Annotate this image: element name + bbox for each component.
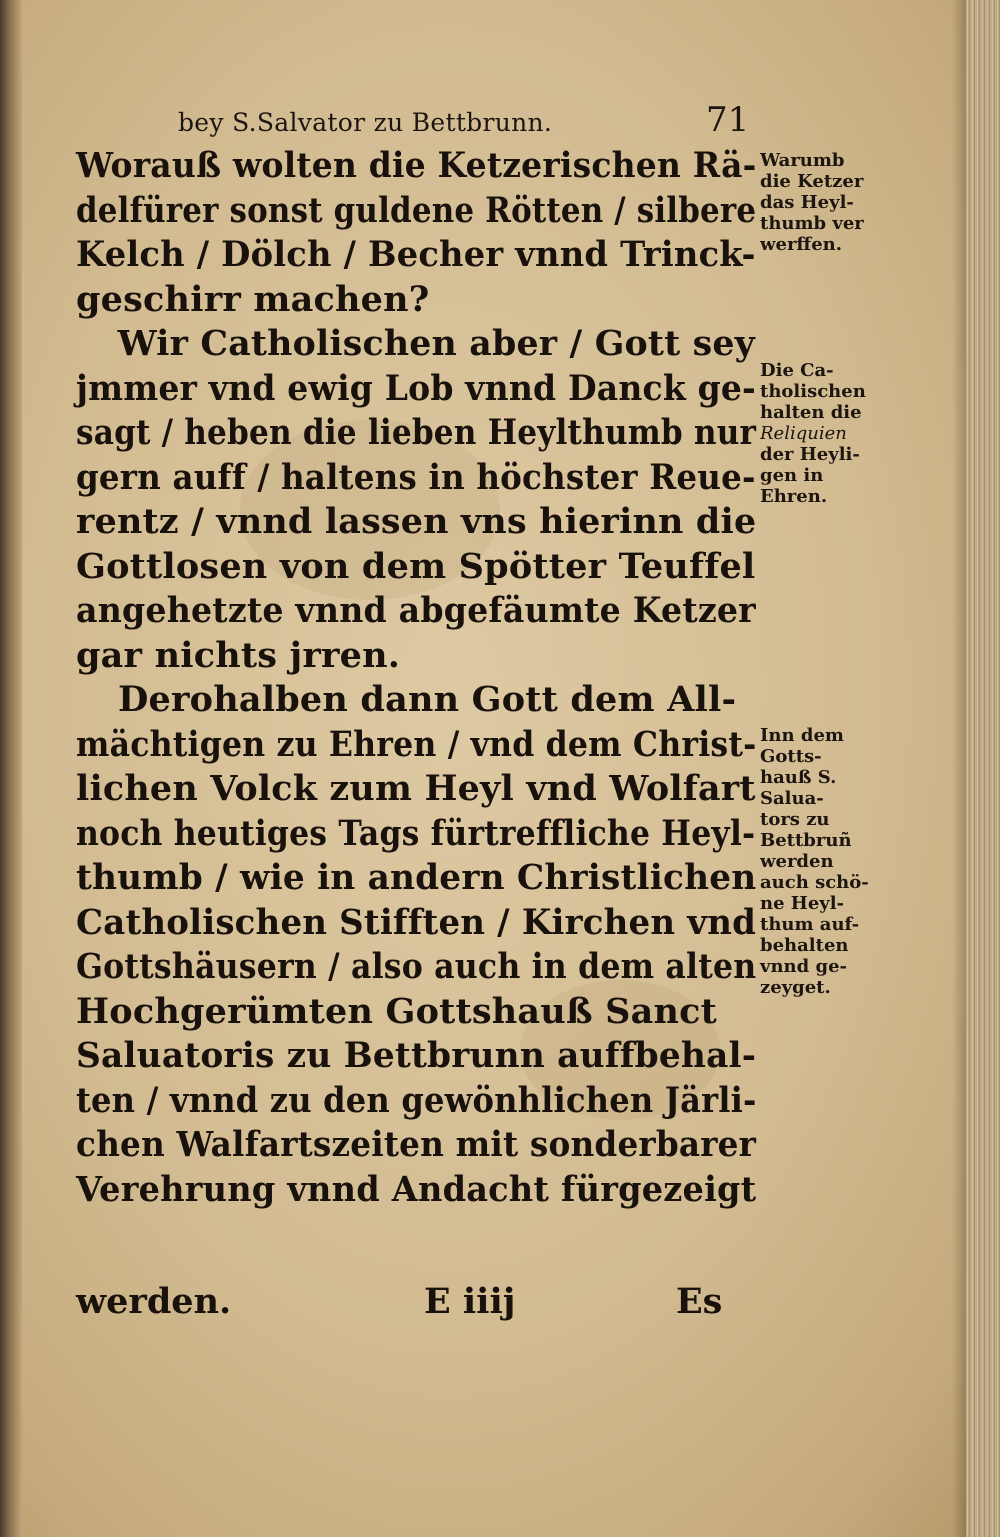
text-line: Saluatoris zu Bettbrunn auffbehal-	[76, 1035, 757, 1076]
text-line: thumb / wie in andern Christlichen	[76, 857, 757, 898]
margin-line: das Heyl-	[760, 192, 854, 213]
paragraph-start-line: Wir Catholischen aber / Gott sey	[117, 323, 756, 364]
page-number: 71	[706, 100, 750, 140]
paragraph-start-line: Derohalben dann Gott dem All-	[118, 679, 737, 720]
running-head: bey S.Salvator zu Bettbrunn.	[178, 108, 553, 137]
page-fore-edge	[966, 0, 1000, 1537]
text-line: Worauß wolten die Ketzerischen Rä-	[76, 145, 757, 186]
text-line: sagt / heben die lieben Heylthumb nur	[76, 412, 757, 453]
margin-line: hauß S.	[760, 767, 837, 788]
text-line: Hochgerümten Gottshauß Sanct	[76, 990, 718, 1032]
margin-line: Ehren.	[760, 486, 828, 507]
margin-line: die Ketzer	[760, 171, 864, 192]
text-line: Gottlosen von dem Spötter Teuffel	[76, 545, 756, 587]
margin-line: tors zu	[760, 809, 830, 830]
margin-line: gen in	[760, 465, 824, 486]
margin-line: werffen.	[760, 234, 843, 255]
margin-line: werden	[760, 851, 834, 872]
last-line-text: werden.	[76, 1281, 232, 1322]
main-text-block	[76, 144, 756, 1212]
margin-note-gottshauss	[760, 725, 910, 998]
last-line-row	[76, 1280, 756, 1324]
margin-line: tholischen	[760, 381, 866, 402]
text-line: ten / vnnd zu den gewönhlichen Järli-	[76, 1079, 757, 1121]
text-line: Catholischen Stifften / Kirchen vnd	[76, 901, 757, 943]
margin-note-catholischen	[760, 360, 910, 507]
margin-line: Bettbruñ	[760, 830, 852, 851]
margin-line: Gotts-	[760, 746, 822, 767]
text-line: angehetzte vnnd abgefäumte Ketzer	[76, 590, 756, 631]
margin-line: vnnd ge-	[760, 956, 847, 977]
margin-line: Reliquien	[760, 423, 847, 444]
text-line: rentz / vnnd lassen vns hierinn die	[76, 501, 757, 542]
margin-line: behalten	[760, 935, 849, 956]
text-line: Gottshäusern / also auch in dem alten	[76, 946, 757, 987]
text-line: geschirr machen?	[76, 278, 430, 320]
text-line: delfürer sonst guldene Rötten / silbere	[76, 189, 757, 231]
margin-line: ne Heyl-	[760, 893, 845, 914]
margin-line: Warumb	[760, 150, 845, 171]
text-line: chen Walfartszeiten mit sonderbarer	[76, 1124, 757, 1165]
page-header	[178, 100, 778, 150]
margin-line: halten die	[760, 402, 862, 423]
text-line: gar nichts jrren.	[76, 634, 401, 676]
signature-mark: E iiij	[424, 1281, 516, 1322]
text-line: mächtigen zu Ehren / vnd dem Christ-	[76, 723, 757, 765]
margin-line: Salua-	[760, 788, 824, 809]
margin-note-ketzer	[760, 150, 910, 255]
text-line: jmmer vnd ewig Lob vnnd Danck ge-	[76, 367, 756, 409]
text-line: lichen Volck zum Heyl vnd Wolfart	[76, 768, 756, 809]
margin-line: thumb ver	[760, 213, 864, 234]
text-line: Verehrung vnnd Andacht fürgezeigt	[76, 1168, 757, 1210]
text-line: Kelch / Dölch / Becher vnnd Trinck-	[76, 234, 756, 275]
margin-line: der Heyli-	[760, 444, 860, 465]
margin-line: Die Ca-	[760, 360, 834, 381]
margin-line: zeyget.	[760, 977, 831, 998]
text-line: gern auff / haltens in höchster Reue-	[76, 456, 756, 498]
margin-line: auch schö-	[760, 872, 869, 893]
margin-line: Inn dem	[760, 725, 844, 746]
page-edge-shadow	[952, 0, 966, 1537]
margin-line: thum auf-	[760, 914, 860, 935]
binding-gutter	[0, 0, 22, 1537]
catchword: Es	[676, 1281, 723, 1322]
text-line: noch heutiges Tags fürtreffliche Heyl-	[76, 812, 756, 854]
